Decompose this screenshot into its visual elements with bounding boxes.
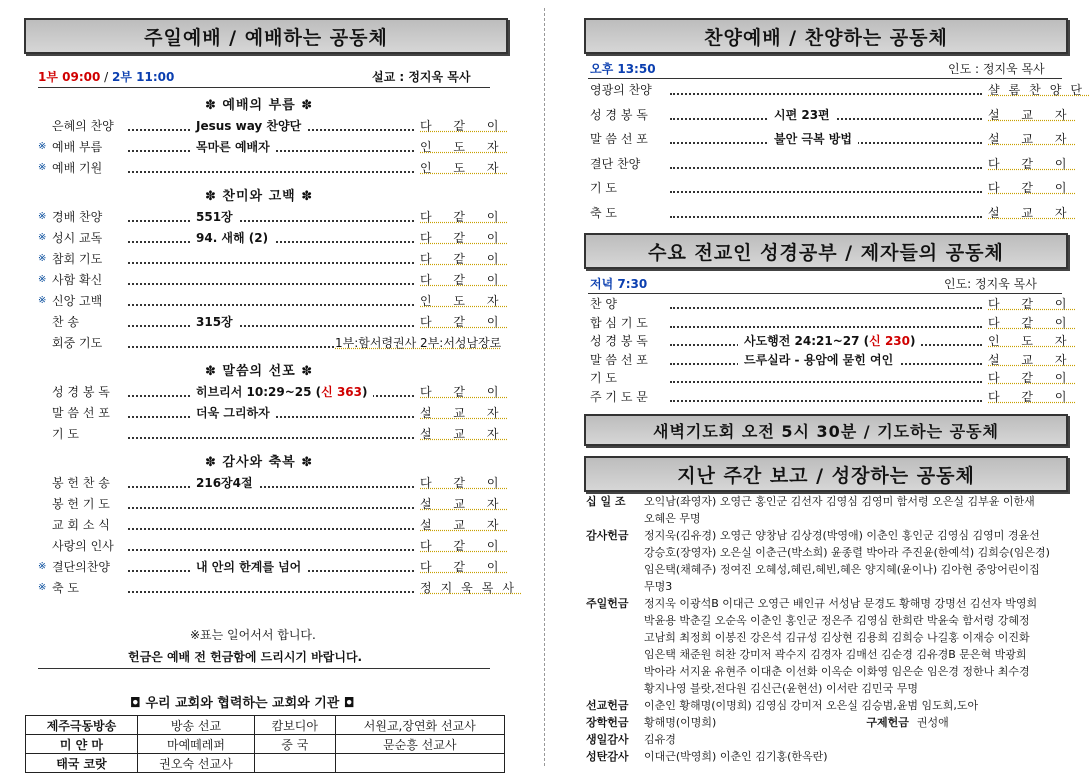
order-row [590,331,1076,351]
order-row [38,249,508,269]
order-row [38,578,523,598]
order-role: 정지욱목사 [420,578,523,598]
service-times [38,67,174,87]
order-value [190,116,307,136]
partner-cell: 방송 선교 [137,716,254,735]
order-row [38,228,508,248]
order-role: 다 같 이 [988,154,1075,174]
order-label: 결단의찬양 [52,560,110,574]
order-value-text: 315장 [196,315,233,329]
order-label: 참회 기도 [52,252,103,266]
report-text: 임은택 채준원 허찬 강미저 곽수지 김경자 김매선 김순경 김유경B 문은혁 박광희 [644,648,1027,661]
order-label: 영광의 찬양 [590,83,652,97]
order-role: 다 같 이 [420,270,507,290]
order-label: 봉 헌 찬 송 [52,476,110,490]
order-row [38,403,508,423]
order-value [190,403,276,423]
order-row [590,313,1076,333]
report-text: 임은택(채혜주) 정여진 오혜성,혜린,혜빈,혜은 양지혜(윤이나) 김아현 중앙어린이집 [644,563,1040,576]
service-time-sep: / [100,70,112,84]
leader-dots [128,293,414,306]
order-label: 기 도 [590,181,617,195]
order-label: 말 씀 선 포 [52,406,110,420]
report-text: 권성애 [916,716,949,729]
order-value [190,557,307,577]
order-row [38,158,508,178]
required-mark: ※ [38,561,47,572]
order-value-text: 94. 새해 (2) [196,231,269,245]
leader-dots [670,180,982,193]
report-text: 박아라 서지윤 유현주 이대춘 이선화 이옥순 이화영 임은순 임은경 정한나 최수경 [644,665,1030,678]
order-value-text: 목마른 예배자 [196,140,270,154]
order-value-text: 히브리서 10:29~25 ( [196,385,322,399]
report-line [586,697,1086,714]
report-line [586,493,1086,510]
order-role: 다 같 이 [420,557,507,577]
order-role: 설 교 자 [988,203,1075,223]
partner-cell: 문순흥 선교사 [335,735,504,754]
order-value [190,382,373,402]
dawn-prayer-banner: 새벽기도회 오전 5시 30분 / 기도하는 공동체 [584,414,1068,446]
order-value-text: 더욱 그리하자 [196,406,270,420]
praise-time [590,59,656,79]
partner-cell: 태국 코랏 [26,754,138,773]
leader-dots [670,156,982,169]
wed-leader: 인도: 정지욱 목사 [944,277,1037,291]
report-text: 오익남(좌영자) 오영근 홍인군 김선자 김영심 김영미 함서령 오은실 김부윤 이한새 [644,495,1035,508]
order-value-text: 216장4절 [196,476,253,490]
order-value-text: 불안 극복 방법 [774,132,852,146]
order-role: 1부:함서령권사 2부:서성남장로 [335,333,501,353]
order-label: 합 심 기 도 [590,315,648,330]
report-key: 주일헌금 [586,597,629,610]
order-row [38,536,508,556]
service-time-2: 2부 11:00 [112,70,175,84]
report-text: 이대근(박영희) 이춘인 김기홍(한옥란) [644,750,828,763]
wednesday-study-banner: 수요 전교인 성경공부 / 제자들의 공동체 [584,233,1068,269]
praise-time-text: 오후 13:50 [590,62,656,76]
order-row [590,387,1076,407]
order-value-text: 551장 [196,210,233,224]
leader-dots [128,314,414,327]
header-rule [38,87,490,88]
partners-row [26,735,505,754]
report-text: 무명3 [644,580,673,593]
order-label: 예배 기원 [52,161,103,175]
required-mark: ※ [38,582,47,593]
leader-dots [128,580,414,593]
report-key: 성탄감사 [586,750,629,763]
order-label: 성 경 봉 독 [590,334,648,348]
leader-dots [128,496,414,509]
stand-note: ※표는 일어서서 합니다. [190,628,316,642]
order-value-ref: 신 230 [869,334,910,348]
order-label: 사랑의 인사 [52,539,114,553]
report-text: 정지욱 이광석B 이대근 오영근 배인규 서성남 문경도 황해명 강명선 김선자 박영희 [644,597,1038,610]
order-label: 사함 확신 [52,273,103,287]
order-row [590,129,1076,149]
offering-rule [38,668,490,669]
partner-cell [335,754,504,773]
partner-cell: 서원교,장연화 선교사 [335,716,504,735]
order-row [590,350,1076,370]
order-row [38,270,508,290]
section-title: ✽ 말씀의 선포 ✽ [205,364,314,379]
order-row [38,333,502,353]
leader-dots [128,160,414,173]
order-label: 은혜의 찬양 [52,119,114,133]
order-label: 축 도 [52,581,79,595]
partner-cell: 제주극동방송 [26,716,138,735]
order-row [590,80,1091,100]
order-value-text: 드루실라 - 용암에 묻힌 여인 [744,352,894,367]
leader-dots [128,209,414,222]
order-value-tail: ) [362,385,368,399]
order-value-text: 내 안의 한계를 넘어 [196,560,302,574]
partner-cell [255,754,336,773]
section-title: ✽ 예배의 부름 ✽ [205,98,314,113]
order-role: 인 도 자 [420,158,507,178]
leader-dots [670,296,982,309]
order-value [738,350,899,370]
order-row [38,494,508,514]
column-divider [544,8,545,766]
leader-dots [128,251,414,264]
report-line [586,663,1086,680]
required-mark: ※ [38,162,47,173]
order-label: 성시 교독 [52,231,103,245]
order-role: 다 같 이 [420,249,507,269]
report-line [586,544,1086,561]
partner-cell: 캄보디아 [255,716,336,735]
order-value-tail: ) [910,334,916,348]
order-row [38,473,508,493]
order-row [38,424,508,444]
required-mark: ※ [38,141,47,152]
section-title: ✽ 찬미와 고백 ✽ [205,189,314,204]
order-row [38,291,508,311]
order-label: 결단 찬양 [590,156,641,171]
partners-row [26,754,505,773]
order-label: 찬 양 [590,297,617,311]
praise-rule [588,78,1062,79]
report-line [586,714,1086,731]
order-value [190,207,239,227]
order-value-ref: 신 363 [321,385,362,399]
order-role: 다 같 이 [420,473,507,493]
order-value [190,137,276,157]
order-role: 다 같 이 [420,207,507,227]
order-role: 다 같 이 [988,294,1075,314]
report-key: 십 일 조 [586,495,626,508]
order-row [590,105,1076,125]
offering-note: 헌금은 예배 전 헌금함에 드리시기 바랍니다. [128,650,363,664]
order-label: 예배 부름 [52,140,103,154]
order-role: 설 교 자 [988,105,1075,125]
order-role: 설 교 자 [420,403,507,423]
order-role: 샬롬찬양단 [988,80,1091,100]
order-label: 주 기 도 문 [590,389,648,404]
report-line [586,527,1086,544]
service-time-1: 1부 09:00 [38,70,101,84]
order-role: 설 교 자 [420,494,507,514]
report-text: 김유경 [644,733,676,746]
order-role: 다 같 이 [420,382,507,402]
report-text: 황지나영 블랏,전다원 김신근(윤현선) 이서란 김민국 무명 [644,682,918,695]
order-value-text: 사도행전 24:21~27 ( [744,334,870,348]
order-value [190,228,274,248]
required-mark: ※ [38,211,47,222]
sunday-service-banner: 주일예배 / 예배하는 공동체 [24,18,508,54]
order-label: 신앙 고백 [52,294,103,308]
report-line [586,510,1086,527]
order-value [190,473,259,493]
order-value [768,105,836,125]
report-line [586,748,1086,765]
partner-cell: 마예떼레퍼 [137,735,254,754]
order-row [38,116,508,136]
order-label: 교 회 소 식 [52,518,110,532]
order-row [38,312,508,332]
partners-row [26,716,505,735]
leader-dots [670,315,982,328]
order-role: 다 같 이 [988,387,1075,407]
order-role: 다 같 이 [988,313,1075,333]
order-role: 다 같 이 [420,312,507,332]
report-text: 강승호(장영자) 오은실 이춘근(박소희) 윤종렬 박아라 주진윤(한예석) 김희승(임은경) [644,546,1050,559]
report-key: 구제헌금 [866,716,909,729]
order-label: 말 씀 선 포 [590,352,648,367]
praise-service-banner: 찬양예배 / 찬양하는 공동체 [584,18,1068,54]
order-role: 다 같 이 [988,368,1075,388]
partner-cell: 권오숙 선교사 [137,754,254,773]
report-key: 장학헌금 [586,716,629,729]
order-role: 다 같 이 [988,178,1075,198]
order-row [38,207,508,227]
leader-dots [670,82,982,95]
order-label: 봉 헌 기 도 [52,497,110,511]
preacher: 설교 : 정지욱 목사 [372,70,471,84]
weekly-report [586,493,1086,765]
report-text: 정지욱(김유경) 오영근 양창남 김상경(박영애) 이춘인 홍인군 김영심 김영미 경윤선 [644,529,1040,542]
report-line [586,578,1086,595]
order-role: 인 도 자 [420,291,507,311]
partners-table [25,715,505,773]
order-value-text: 시편 23편 [774,107,830,122]
order-role: 설 교 자 [988,129,1075,149]
order-role: 인 도 자 [988,331,1075,351]
report-line [586,629,1086,646]
partners-title: ◘ 우리 교회와 협력하는 교회와 기관 ◘ [130,696,355,711]
report-text: 박윤용 박춘길 오순옥 이춘인 홍인군 정은주 김영심 한희란 박윤숙 함서령 강혜정 [644,614,1030,627]
report-key: 선교헌금 [586,699,629,712]
order-label: 축 도 [590,205,617,220]
leader-dots [128,426,414,439]
order-row [590,203,1076,223]
leader-dots [670,389,982,402]
report-line [586,680,1086,697]
partner-cell: 미 얀 마 [26,735,138,754]
report-text: 고남희 최정희 이봉진 강은석 김규성 김상현 김용희 김희승 나길홍 이재승 이진화 [644,631,1030,644]
order-row [590,368,1076,388]
report-line [586,646,1086,663]
order-value [768,129,858,149]
order-value-text: Jesus way 찬양단 [196,119,302,133]
required-mark: ※ [38,295,47,306]
order-label: 찬 송 [52,315,79,329]
order-role: 다 같 이 [420,536,507,556]
wed-time-text: 저녁 7:30 [590,277,648,291]
order-row [38,515,508,535]
order-label: 기 도 [52,427,79,441]
order-row [590,154,1076,174]
leader-dots [128,538,414,551]
order-role: 인 도 자 [420,137,507,157]
order-label: 말 씀 선 포 [590,132,648,146]
order-role: 설 교 자 [420,424,507,444]
required-mark: ※ [38,274,47,285]
report-text: 오혜은 무명 [644,512,701,525]
order-row [38,557,508,577]
report-text: 황해명(이명희) [644,716,717,729]
report-line [586,595,1086,612]
order-row [590,294,1076,314]
report-key: 감사헌금 [586,529,629,542]
leader-dots [670,370,982,383]
required-mark: ※ [38,253,47,264]
order-row [590,178,1076,198]
order-role: 설 교 자 [988,350,1075,370]
order-role: 설 교 자 [420,515,507,535]
order-role: 다 같 이 [420,116,507,136]
order-label: 경배 찬양 [52,210,103,224]
order-label: 기 도 [590,371,617,385]
order-row [38,382,508,402]
report-key: 생일감사 [586,733,629,746]
leader-dots [128,475,414,488]
weekly-report-banner: 지난 주간 보고 / 성장하는 공동체 [584,456,1068,492]
order-value [738,331,921,351]
order-row [38,137,508,157]
report-text: 이춘인 황해명(이명희) 김영심 강미저 오은실 김승범,윤범 임도희,도아 [644,699,979,712]
wed-time [590,274,647,294]
partner-cell: 중 국 [255,735,336,754]
leader-dots [670,205,982,218]
section-title: ✽ 감사와 축복 ✽ [205,455,314,470]
order-label: 회중 기도 [52,336,103,350]
order-role: 다 같 이 [420,228,507,248]
order-value [190,312,239,332]
order-label: 성 경 봉 독 [52,385,110,399]
report-line [586,731,1086,748]
leader-dots [128,517,414,530]
order-label: 성 경 봉 독 [590,107,648,122]
report-line [586,561,1086,578]
report-line [586,612,1086,629]
required-mark: ※ [38,232,47,243]
leader-dots [128,272,414,285]
praise-leader: 인도 : 정지욱 목사 [948,62,1045,76]
